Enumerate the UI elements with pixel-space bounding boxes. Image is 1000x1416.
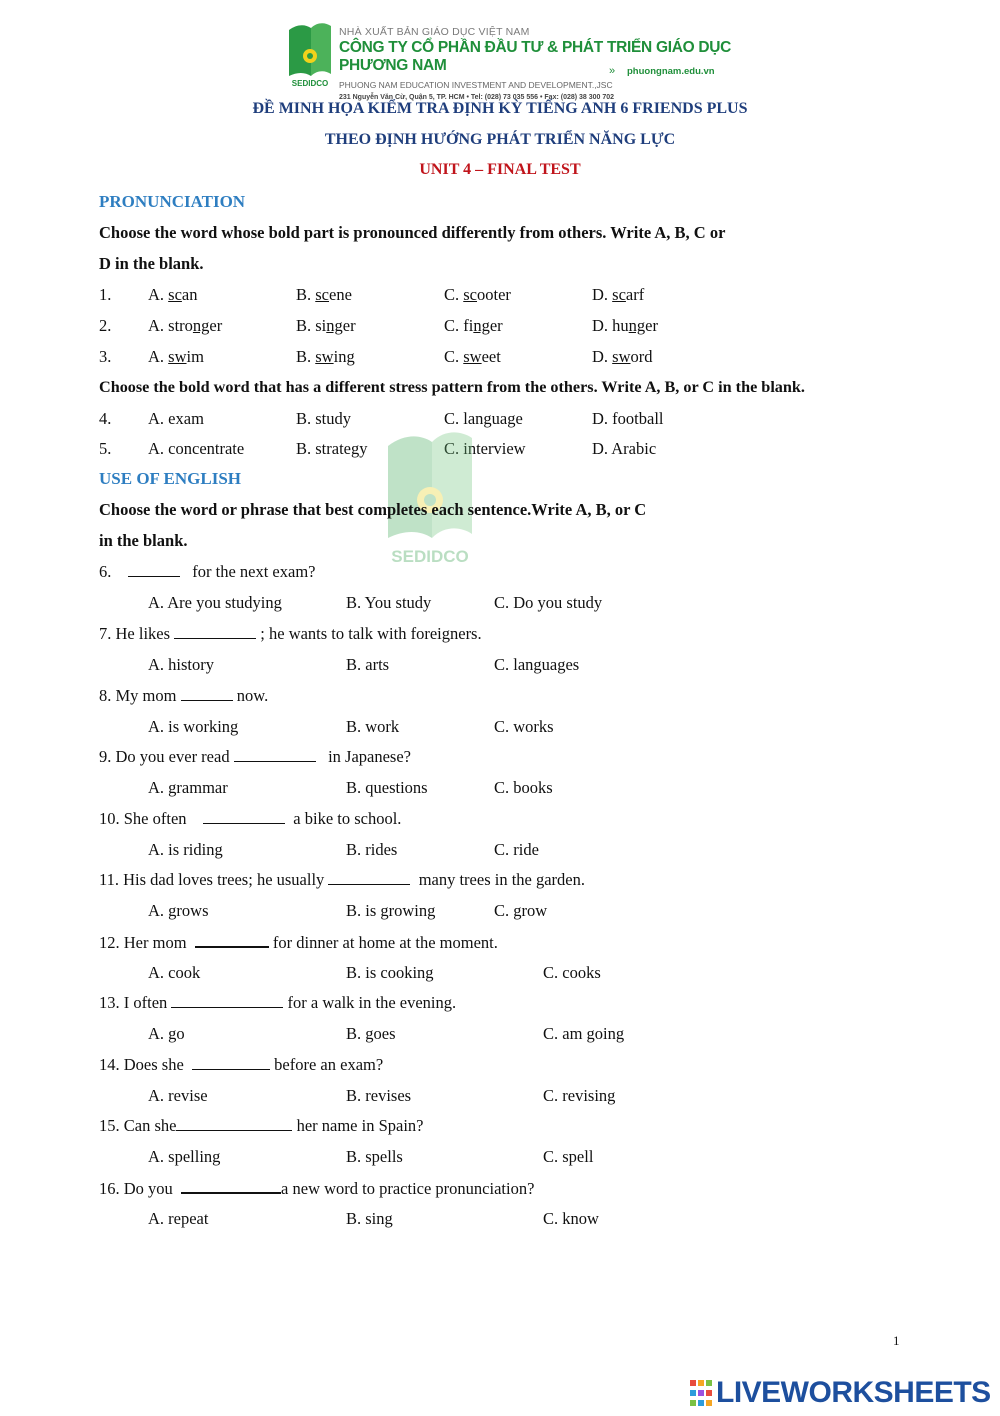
- option-c: C. works: [494, 717, 554, 736]
- question-number: 5.: [99, 439, 112, 458]
- option-c: C. ride: [494, 840, 539, 859]
- option-c: C. books: [494, 778, 553, 797]
- option-d: D. scarf: [592, 285, 645, 304]
- question-8: 8. My mom now.: [99, 686, 269, 705]
- option-b: B. is cooking: [346, 963, 434, 982]
- sedidco-logo-icon: [285, 22, 335, 90]
- answer-blank[interactable]: [176, 1116, 292, 1131]
- use-of-english-heading: USE OF ENGLISH: [99, 469, 242, 488]
- question-6: 6. for the next exam?: [99, 562, 316, 581]
- option-a: A. is riding: [148, 840, 223, 859]
- option-d: D. sword: [592, 347, 653, 366]
- option-c: C. revising: [543, 1086, 616, 1105]
- use-of-english-instruction-2: in the blank.: [99, 531, 188, 550]
- option-d: D. football: [592, 409, 664, 428]
- title-line-2: THEO ĐỊNH HƯỚNG PHÁT TRIỂN NĂNG LỰC: [324, 131, 676, 148]
- option-c: C. spell: [543, 1147, 594, 1166]
- arrow-icon: »: [609, 65, 616, 77]
- option-b: B. You study: [346, 593, 432, 612]
- option-a: A. repeat: [148, 1209, 209, 1228]
- question-15: 15. Can she her name in Spain?: [99, 1116, 424, 1135]
- option-b: B. revises: [346, 1086, 412, 1105]
- answer-blank[interactable]: [328, 870, 410, 885]
- question-16: 16. Do you a new word to practice pronunciation?: [99, 1179, 535, 1198]
- option-a: A. exam: [148, 409, 204, 428]
- question-12: 12. Her mom for dinner at home at the moment.: [99, 933, 498, 952]
- answer-blank[interactable]: [128, 562, 180, 577]
- option-a: A. swim: [148, 347, 204, 366]
- option-b: B. sing: [346, 1209, 393, 1228]
- answer-blank[interactable]: [192, 1055, 270, 1070]
- question-9: 9. Do you ever read in Japanese?: [99, 747, 411, 766]
- option-b: B. is growing: [346, 901, 436, 920]
- question-number: 4.: [99, 409, 112, 428]
- question-10: 10. She often a bike to school.: [99, 809, 402, 828]
- option-a: A. scan: [148, 285, 198, 304]
- option-a: A. stronger: [148, 316, 223, 335]
- option-c: C. cooks: [543, 963, 601, 982]
- watermark-label: SEDIDCO: [391, 547, 469, 566]
- answer-blank[interactable]: [195, 932, 269, 948]
- pronunciation-instruction-a-2: D in the blank.: [99, 254, 204, 273]
- option-c: C. language: [444, 409, 523, 428]
- option-a: A. spelling: [148, 1147, 221, 1166]
- liveworksheets-grid-icon: [690, 1380, 712, 1406]
- option-b: B. spells: [346, 1147, 403, 1166]
- option-a: A. is working: [148, 717, 239, 736]
- company-address: 231 Nguyễn Văn Cừ, Quận 5, TP. HCM • Tel: (028) 73 035 556 • Fax: (028) 38 300 702: [339, 94, 615, 101]
- option-a: A. revise: [148, 1086, 208, 1105]
- question-7: 7. He likes ; he wants to talk with foreigners.: [99, 624, 482, 643]
- option-b: B. goes: [346, 1024, 396, 1043]
- option-a: A. history: [148, 655, 214, 674]
- option-a: A. concentrate: [148, 439, 245, 458]
- option-b: B. questions: [346, 778, 428, 797]
- option-c: C. finger: [444, 316, 503, 335]
- answer-blank[interactable]: [234, 747, 316, 762]
- company-info: [339, 26, 735, 103]
- option-c: C. languages: [494, 655, 580, 674]
- option-c: C. know: [543, 1209, 599, 1228]
- option-c: C. grow: [494, 901, 548, 920]
- option-d: D. Arabic: [592, 439, 657, 458]
- answer-blank[interactable]: [174, 624, 256, 639]
- option-a: A. Are you studying: [148, 593, 282, 612]
- company-logo: [285, 22, 735, 101]
- title-line-1: ĐỀ MINH HỌA KIỂM TRA ĐỊNH KỲ TIẾNG ANH 6 FRIENDS PLUS: [252, 100, 748, 117]
- option-c: C. scooter: [444, 285, 511, 304]
- option-a: A. cook: [148, 963, 201, 982]
- option-b: B. arts: [346, 655, 390, 674]
- question-number: 3.: [99, 347, 112, 366]
- question-14: 14. Does she before an exam?: [99, 1055, 384, 1074]
- option-a: A. grows: [148, 901, 209, 920]
- option-a: A. go: [148, 1024, 185, 1043]
- logo-label: SEDIDCO: [291, 79, 329, 88]
- liveworksheets-logo[interactable]: [690, 1374, 990, 1410]
- option-b: B. strategy: [296, 439, 368, 458]
- page-number: 1: [893, 1333, 900, 1348]
- use-of-english-instruction-1: Choose the word or phrase that best completes each sentence.Write A, B, or C: [99, 500, 647, 519]
- question-number: 1.: [99, 285, 112, 304]
- publisher-name: NHÀ XUẤT BẢN GIÁO DỤC VIỆT NAM: [339, 26, 530, 38]
- question-11: 11. His dad loves trees; he usually many trees in the garden.: [99, 870, 586, 889]
- answer-blank[interactable]: [203, 809, 285, 824]
- liveworksheets-brand: LIVEWORKSHEETS: [716, 1376, 991, 1409]
- option-b: B. work: [346, 717, 400, 736]
- pronunciation-instruction-a-1: Choose the word whose bold part is pronounced differently from others. Write A, B, C or: [99, 223, 726, 242]
- option-b: B. rides: [346, 840, 398, 859]
- option-d: D. hunger: [592, 316, 658, 335]
- option-b: B. singer: [296, 316, 356, 335]
- stress-instruction: Choose the bold word that has a different stress pattern from the others. Write A, B, or C in the blank.: [99, 378, 805, 396]
- option-b: B. study: [296, 409, 352, 428]
- option-c: C. Do you study: [494, 593, 603, 612]
- question-number: 2.: [99, 316, 112, 335]
- option-b: B. scene: [296, 285, 352, 304]
- option-c: C. am going: [543, 1024, 625, 1043]
- option-c: C. interview: [444, 439, 526, 458]
- option-a: A. grammar: [148, 778, 228, 797]
- answer-blank[interactable]: [181, 1178, 281, 1194]
- company-name-english: PHUONG NAM EDUCATION INVESTMENT AND DEVELOPMENT.,JSC: [339, 80, 613, 90]
- title-line-3: UNIT 4 – FINAL TEST: [419, 161, 581, 178]
- option-b: B. swing: [296, 347, 355, 366]
- question-13: 13. I often for a walk in the evening.: [99, 993, 457, 1012]
- option-c: C. sweet: [444, 347, 501, 366]
- answer-blank[interactable]: [171, 993, 283, 1008]
- company-name: CÔNG TY CỔ PHẦN ĐẦU TƯ & PHÁT TRIỂN GIÁO DỤC PHƯƠNG NAM: [339, 39, 732, 74]
- pronunciation-heading: PRONUNCIATION: [99, 192, 246, 211]
- answer-blank[interactable]: [181, 686, 233, 701]
- company-website: phuongnam.edu.vn: [627, 66, 715, 77]
